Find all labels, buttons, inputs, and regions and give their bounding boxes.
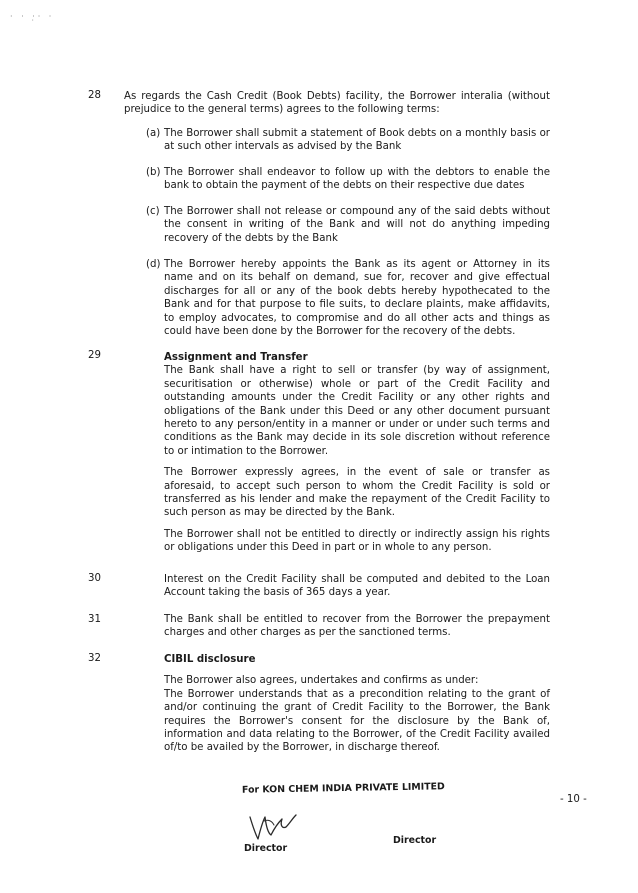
scan-specks: · · ·̣· · bbox=[10, 12, 55, 21]
clause-28-item-c bbox=[146, 205, 550, 245]
clause-32-line-1: The Borrower also agrees, undertakes and confirms as under: bbox=[164, 675, 479, 687]
handwritten-signature bbox=[244, 805, 314, 845]
director-label-right: Director bbox=[393, 835, 437, 846]
item-label: (c) bbox=[146, 206, 160, 217]
clause-28-item-a bbox=[146, 127, 550, 154]
clause-29-number: 29 bbox=[88, 350, 101, 361]
page-number: - 10 - bbox=[560, 794, 587, 805]
clause-29-paragraph-2: The Borrower expressly agrees, in the event of sale or transfer as aforesaid, to accept such person to whom the Credit Facility is sold or transferred as his lender and make the repayment of the Credit Facility to such person as may be directed by the Bank. bbox=[164, 467, 550, 519]
clause-30-text: Interest on the Credit Facility shall be computed and debited to the Loan Account taking the basis of 365 days a year. bbox=[164, 574, 550, 599]
company-signature-line: For KON CHEM INDIA PRIVATE LIMITED bbox=[241, 781, 445, 796]
clause-28-item-b bbox=[146, 166, 550, 193]
item-text: The Borrower shall not release or compound any of the said debts without the consent in writing of the Bank and will not do anything impeding recovery of the debts by the Bank bbox=[164, 206, 550, 244]
clause-32-heading: CIBIL disclosure bbox=[164, 654, 256, 665]
item-text: The Borrower shall submit a statement of Book debts on a monthly basis or at such other intervals as advised by the Bank bbox=[164, 128, 550, 153]
clause-29-heading: Assignment and Transfer bbox=[164, 352, 308, 363]
item-label: (d) bbox=[146, 259, 161, 270]
item-label: (a) bbox=[146, 128, 161, 139]
clause-32-number: 32 bbox=[88, 653, 101, 664]
clause-30-number: 30 bbox=[88, 573, 101, 584]
item-label: (b) bbox=[146, 167, 161, 178]
clause-29-paragraph-1: The Bank shall have a right to sell or transfer (by way of assignment, securitisation or otherwise) whole or part of the Credit Facility and outstanding amounts under the Credit Facility or any other rights and obligations of the Bank under this Deed or any other document pursuant hereto to any person/entity in a manner or under or under such terms and conditions as the Bank may decide in its sole discretion without reference to or intimation to the Borrower. bbox=[164, 365, 550, 457]
clause-29-paragraph-3: The Borrower shall not be entitled to directly or indirectly assign his rights or obligations under this Deed in part or in whole to any person. bbox=[164, 528, 550, 554]
director-label-left: Director bbox=[244, 843, 288, 854]
clause-32-paragraph: The Borrower understands that as a precondition relating to the grant of and/or continuing the grant of Credit Facility to the Borrower, the Bank requires the Borrower's consent for the disclosure by the Bank of, information and data relating to the Borrower, of the Credit Facility availed of/to be availed by the Borrower, in discharge thereof. bbox=[164, 688, 550, 754]
clause-31-number: 31 bbox=[88, 614, 101, 625]
clause-29-body bbox=[164, 351, 550, 555]
clause-32-body bbox=[164, 653, 550, 755]
item-text: The Borrower shall endeavor to follow up with the debtors to enable the bank to obtain the payment of the debts on their respective due dates bbox=[164, 167, 550, 192]
clause-31-text: The Bank shall be entitled to recover from the Borrower the prepayment charges and other charges as per the sanctioned terms. bbox=[164, 614, 550, 639]
clause-28-number: 28 bbox=[88, 90, 101, 101]
clause-28-item-d bbox=[146, 258, 550, 338]
item-text: The Borrower hereby appoints the Bank as its agent or Attorney in its name and on its behalf on demand, sue for, recover and give effectual discharges for all or any of the book debts hereby hypothecated to the Bank and for that purpose to file suits, to declare plaints, make affidavits, to employ advocates, to compromise and do all other acts and things as could have been done by the Borrower for the recovery of the debts. bbox=[164, 259, 550, 338]
clause-28-intro: As regards the Cash Credit (Book Debts) facility, the Borrower interalia (without prejudice to the general terms) agrees to the following terms: bbox=[124, 91, 550, 116]
